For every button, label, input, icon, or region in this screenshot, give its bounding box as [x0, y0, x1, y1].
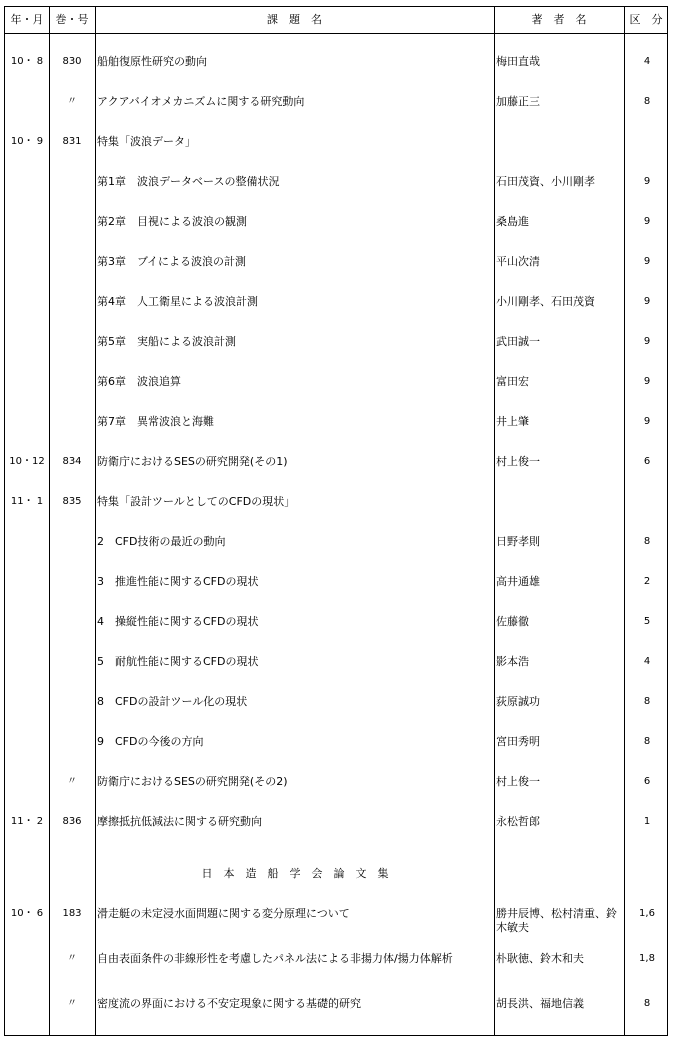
row-title: 第6章 波浪追算: [97, 375, 181, 388]
row-title: 滑走艇の未定浸水面問題に関する変分原理について: [97, 907, 350, 920]
row-class: 1,6: [639, 908, 655, 919]
row-number: 〃: [67, 96, 77, 107]
row-number: 〃: [67, 953, 77, 964]
row-title: 特集「波浪データ」: [97, 135, 196, 148]
row-number: 831: [62, 136, 82, 147]
row-author: 日野孝則: [496, 535, 540, 548]
row-title: 特集「設計ツールとしてのCFDの現状」: [97, 495, 296, 508]
publication-table: [4, 6, 668, 1036]
header-author: 著 者 名: [531, 13, 587, 26]
row-class: 5: [643, 616, 651, 627]
row-author: 胡長洪、福地信義: [496, 997, 584, 1010]
row-number: 836: [62, 816, 82, 827]
row-class: 6: [643, 456, 651, 467]
section-heading: 日 本 造 船 学 会 論 文 集: [201, 867, 389, 880]
row-class: 4: [643, 656, 651, 667]
row-author: 佐藤徹: [496, 615, 529, 628]
header-divider: [5, 33, 667, 34]
row-author: 勝井辰博、松村清重、鈴木敏夫: [496, 907, 617, 934]
row-class: 4: [643, 56, 651, 67]
row-number: 830: [62, 56, 82, 67]
header-date: 年・月: [10, 13, 44, 26]
row-title: 第4章 人工衛星による波浪計測: [97, 295, 258, 308]
row-number: 183: [62, 908, 82, 919]
row-title: 防衛庁におけるSESの研究開発(その2): [97, 775, 288, 788]
row-class: 9: [643, 176, 651, 187]
row-date: 10・12: [9, 456, 45, 467]
row-class: 6: [643, 776, 651, 787]
row-title: 密度流の界面における不安定現象に関する基礎的研究: [97, 997, 361, 1010]
row-author: 宮田秀明: [496, 735, 540, 748]
row-class: 9: [643, 416, 651, 427]
row-class: 1,8: [639, 953, 655, 964]
row-class: 8: [643, 536, 651, 547]
row-title: 自由表面条件の非線形性を考慮したパネル法による非揚力体/揚力体解析: [97, 952, 453, 965]
row-date: 10・ 8: [10, 56, 44, 67]
row-title: 2 CFD技術の最近の動向: [97, 535, 226, 548]
row-date: 11・ 1: [10, 496, 44, 507]
row-title: 第7章 異常波浪と海難: [97, 415, 214, 428]
row-title: 防衛庁におけるSESの研究開発(その1): [97, 455, 288, 468]
row-class: 8: [643, 96, 651, 107]
row-class: 8: [643, 736, 651, 747]
row-number: 〃: [67, 998, 77, 1009]
row-number: 835: [62, 496, 82, 507]
row-title: 4 操縦性能に関するCFDの現状: [97, 615, 259, 628]
row-author: 加藤正三: [496, 95, 540, 108]
row-author: 村上俊一: [496, 455, 540, 468]
row-class: 8: [643, 998, 651, 1009]
row-author: 永松哲郎: [496, 815, 540, 828]
row-author: 武田誠一: [496, 335, 540, 348]
row-class: 2: [643, 576, 651, 587]
column-divider: [95, 7, 96, 1035]
row-title: 第1章 波浪データベースの整備状況: [97, 175, 280, 188]
row-author: 石田茂資、小川剛孝: [496, 175, 595, 188]
row-author: 平山次清: [496, 255, 540, 268]
header-number: 巻・号: [55, 13, 89, 26]
column-divider: [494, 7, 495, 1035]
row-author: 梅田直哉: [496, 55, 540, 68]
column-divider: [624, 7, 625, 1035]
row-number: 834: [62, 456, 82, 467]
row-author: 荻原誠功: [496, 695, 540, 708]
row-author: 井上肇: [496, 415, 529, 428]
row-title: 摩擦抵抗低減法に関する研究動向: [97, 815, 262, 828]
row-date: 10・ 9: [10, 136, 44, 147]
row-class: 1: [643, 816, 651, 827]
row-class: 8: [643, 696, 651, 707]
row-title: 第5章 実船による波浪計測: [97, 335, 236, 348]
header-class: 区 分: [629, 13, 663, 26]
row-title: 9 CFDの今後の方向: [97, 735, 204, 748]
row-author: 朴耿徳、鈴木和夫: [496, 952, 584, 965]
row-author: 高井通雄: [496, 575, 540, 588]
row-title: 第2章 目視による波浪の観測: [97, 215, 247, 228]
row-title: 第3章 ブイによる波浪の計測: [97, 255, 247, 268]
row-author: 影本浩: [496, 655, 529, 668]
row-class: 9: [643, 216, 651, 227]
row-date: 11・ 2: [10, 816, 44, 827]
row-date: 10・ 6: [10, 908, 44, 919]
row-author: 富田宏: [496, 375, 529, 388]
row-author: 桑島進: [496, 215, 529, 228]
row-title: アクアバイオメカニズムに関する研究動向: [97, 95, 305, 108]
header-title: 課 題 名: [267, 13, 322, 26]
column-divider: [49, 7, 50, 1035]
row-author: 村上俊一: [496, 775, 540, 788]
row-title: 船舶復原性研究の動向: [97, 55, 207, 68]
row-title: 3 推進性能に関するCFDの現状: [97, 575, 259, 588]
row-class: 9: [643, 296, 651, 307]
row-class: 9: [643, 336, 651, 347]
row-author: 小川剛孝、石田茂資: [496, 295, 595, 308]
row-number: 〃: [67, 776, 77, 787]
row-class: 9: [643, 376, 651, 387]
row-title: 8 CFDの設計ツール化の現状: [97, 695, 248, 708]
row-title: 5 耐航性能に関するCFDの現状: [97, 655, 259, 668]
row-class: 9: [643, 256, 651, 267]
